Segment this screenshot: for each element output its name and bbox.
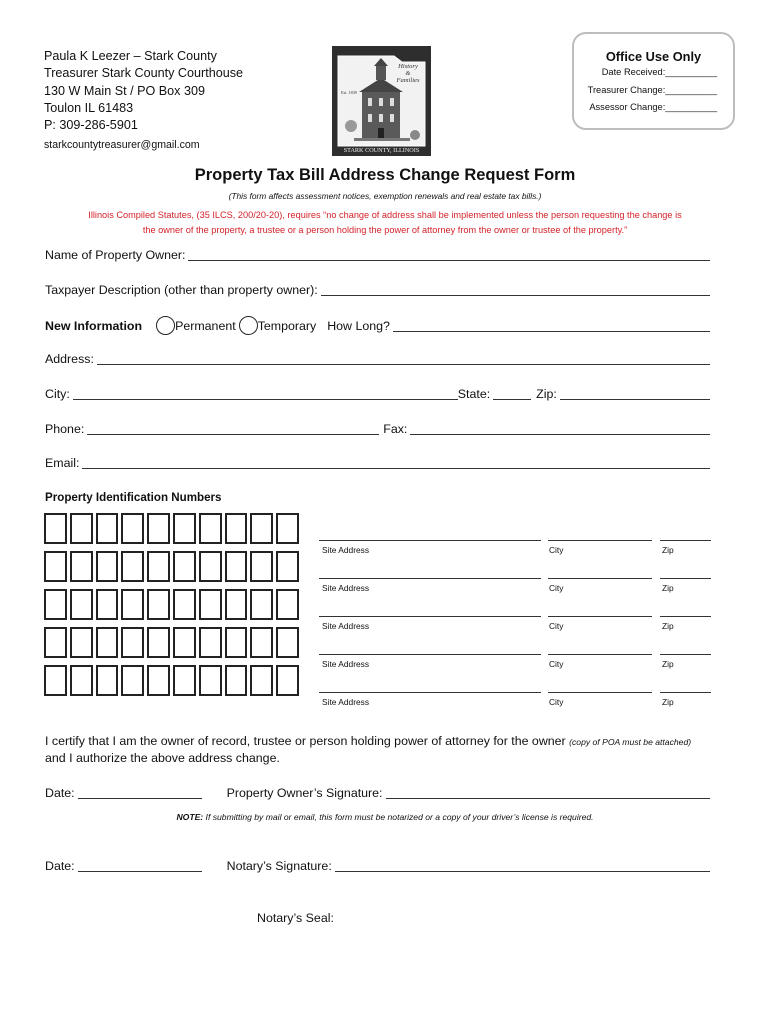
taxpayer-description-field[interactable] xyxy=(321,284,710,296)
pin-digit-box[interactable] xyxy=(70,513,93,544)
pin-input-row[interactable] xyxy=(44,513,302,544)
pin-digit-box[interactable] xyxy=(276,589,299,620)
city-label: City: xyxy=(45,387,70,401)
site-city-caption: City xyxy=(549,545,564,555)
site-address-caption: Site Address xyxy=(322,697,370,707)
statute-notice xyxy=(40,208,730,238)
pin-digit-box[interactable] xyxy=(70,627,93,658)
pin-digit-box[interactable] xyxy=(147,551,170,582)
certification-statement xyxy=(45,733,715,766)
site-city-field[interactable] xyxy=(548,654,652,655)
address-line: Paula K Leezer – Stark County xyxy=(44,49,217,63)
owner-signature-row xyxy=(45,786,710,800)
pin-digit-box[interactable] xyxy=(173,589,196,620)
pin-digit-box[interactable] xyxy=(147,627,170,658)
site-address-row xyxy=(319,540,711,570)
pin-digit-box[interactable] xyxy=(225,627,248,658)
pin-digit-box[interactable] xyxy=(276,551,299,582)
svg-text:Est. 1839: Est. 1839 xyxy=(341,90,357,95)
form-title: Property Tax Bill Address Change Request Form xyxy=(194,166,576,184)
pin-digit-box[interactable] xyxy=(44,665,67,696)
pin-digit-box[interactable] xyxy=(121,589,144,620)
notary-signature-field[interactable] xyxy=(335,860,710,872)
permanent-label: Permanent xyxy=(175,319,236,333)
pin-digit-box[interactable] xyxy=(199,513,222,544)
pin-digit-box[interactable] xyxy=(96,589,119,620)
pin-digit-box[interactable] xyxy=(250,551,273,582)
date-field[interactable] xyxy=(78,787,202,799)
pin-digit-box[interactable] xyxy=(44,627,67,658)
assessor-change-field: Assessor Change:__________ xyxy=(589,102,717,112)
phone-line: P: 309-286-5901 xyxy=(44,118,138,133)
fax-field[interactable] xyxy=(410,423,710,435)
phone-field[interactable] xyxy=(87,423,379,435)
pin-digit-box[interactable] xyxy=(70,665,93,696)
treasurer-change-field: Treasurer Change:__________ xyxy=(587,84,717,95)
pin-digit-box[interactable] xyxy=(121,551,144,582)
pin-digit-box[interactable] xyxy=(44,551,67,582)
form-subtitle: (This form affects assessment notices, exemption renewals and real estate tax bills.) xyxy=(228,191,542,201)
svg-text:STARK COUNTY, ILLINOIS: STARK COUNTY, ILLINOIS xyxy=(343,147,420,154)
notary-signature-row xyxy=(45,859,710,873)
city-state-zip-row xyxy=(45,387,710,401)
pin-digit-box[interactable] xyxy=(276,627,299,658)
pin-digit-box[interactable] xyxy=(199,627,222,658)
site-address-field[interactable] xyxy=(319,578,541,579)
zip-label: Zip: xyxy=(536,387,557,401)
state-field[interactable] xyxy=(493,388,531,400)
pin-digit-box[interactable] xyxy=(276,665,299,696)
pin-digit-box[interactable] xyxy=(44,589,67,620)
site-address-caption: Site Address xyxy=(322,583,370,593)
svg-text:History: History xyxy=(398,63,418,70)
site-zip-caption: Zip xyxy=(662,659,674,669)
site-address-field[interactable] xyxy=(319,692,541,693)
date-label: Date: xyxy=(45,786,75,800)
permanent-radio[interactable] xyxy=(156,316,175,335)
note-label: NOTE: xyxy=(176,812,204,822)
pin-digit-box[interactable] xyxy=(121,513,144,544)
pin-heading: Property Identification Numbers xyxy=(45,491,222,504)
treasurer-email: starkcountytreasurer@gmail.com xyxy=(44,139,200,152)
treasurer-address-block xyxy=(44,48,243,155)
pin-digit-box[interactable] xyxy=(250,665,273,696)
site-city-caption: City xyxy=(549,621,564,631)
pin-digit-box[interactable] xyxy=(121,665,144,696)
email-row xyxy=(45,456,710,470)
temporary-radio[interactable] xyxy=(239,316,258,335)
pin-digit-box[interactable] xyxy=(96,513,119,544)
site-zip-caption: Zip xyxy=(662,621,674,631)
pin-digit-box[interactable] xyxy=(173,665,196,696)
pin-digit-box[interactable] xyxy=(250,627,273,658)
site-zip-field[interactable] xyxy=(660,540,711,541)
site-address-field[interactable] xyxy=(319,616,541,617)
site-city-caption: City xyxy=(549,583,564,593)
address-line: Toulon IL 61483 xyxy=(44,100,134,115)
pin-digit-box[interactable] xyxy=(121,627,144,658)
email-label: Email: xyxy=(45,456,80,470)
site-address-field[interactable] xyxy=(319,540,541,541)
zip-field[interactable] xyxy=(560,388,710,400)
site-zip-caption: Zip xyxy=(662,583,674,593)
state-label: State: xyxy=(457,387,491,401)
how-long-field[interactable] xyxy=(393,320,710,332)
notarization-note xyxy=(0,812,770,822)
notary-signature-label: Notary’s Signature: xyxy=(226,859,332,873)
owner-name-label: Name of Property Owner: xyxy=(45,248,186,262)
svg-text:&: & xyxy=(405,70,411,77)
notary-seal-label: Notary’s Seal: xyxy=(257,911,334,925)
site-zip-field[interactable] xyxy=(660,692,711,693)
certification-text-end: and I authorize the above address change. xyxy=(45,751,280,765)
notary-date-field[interactable] xyxy=(78,860,202,872)
site-zip-caption: Zip xyxy=(662,697,674,707)
site-zip-caption: Zip xyxy=(662,545,674,555)
pin-digit-box[interactable] xyxy=(250,513,273,544)
pin-digit-box[interactable] xyxy=(96,627,119,658)
pin-input-row[interactable] xyxy=(44,551,302,582)
pin-digit-box[interactable] xyxy=(199,665,222,696)
address-line: 130 W Main St / PO Box 309 xyxy=(44,83,205,98)
site-zip-field[interactable] xyxy=(660,654,711,655)
pin-digit-box[interactable] xyxy=(96,665,119,696)
email-field[interactable] xyxy=(82,457,710,469)
pin-input-row[interactable] xyxy=(44,665,302,696)
owner-name-field[interactable] xyxy=(188,249,710,261)
site-address-row xyxy=(319,654,711,684)
certification-text: I certify that I am the owner of record, trustee or person holding power of attorney for the owner xyxy=(45,734,570,748)
owner-name-row xyxy=(45,248,710,262)
new-information-label: New Information xyxy=(45,319,143,333)
address-label: Address: xyxy=(45,352,94,366)
site-city-field[interactable] xyxy=(548,540,652,541)
pin-digit-box[interactable] xyxy=(276,513,299,544)
fax-label: Fax: xyxy=(383,422,408,436)
phone-label: Phone: xyxy=(45,422,85,436)
note-text: If submitting by mail or email, this form must be notarized or a copy of your driver’s license is required. xyxy=(203,812,594,822)
address-row xyxy=(45,352,710,366)
how-long-label: How Long? xyxy=(327,319,390,333)
temporary-label: Temporary xyxy=(257,319,317,333)
pin-digit-box[interactable] xyxy=(70,589,93,620)
site-address-field[interactable] xyxy=(319,654,541,655)
poa-note: (copy of POA must be attached) xyxy=(569,737,692,747)
statute-line: Illinois Compiled Statutes, (35 ILCS, 200/20-20), requires “no change of address shall be implemented unless the person requesting the change is xyxy=(88,210,682,220)
taxpayer-description-label: Taxpayer Description (other than property owner): xyxy=(45,283,318,297)
pin-digit-box[interactable] xyxy=(199,551,222,582)
pin-digit-box[interactable] xyxy=(225,589,248,620)
site-address-caption: Site Address xyxy=(322,659,370,669)
courthouse-illustration xyxy=(332,46,431,156)
pin-digit-box[interactable] xyxy=(225,551,248,582)
address-field[interactable] xyxy=(97,353,710,365)
svg-text:Families: Families xyxy=(396,77,420,84)
site-city-caption: City xyxy=(549,697,564,707)
pin-digit-box[interactable] xyxy=(147,589,170,620)
stark-county-logo xyxy=(332,46,431,156)
site-address-row xyxy=(319,616,711,646)
site-address-row xyxy=(319,578,711,608)
owner-signature-field[interactable] xyxy=(386,787,710,799)
pin-digit-box[interactable] xyxy=(147,665,170,696)
new-information-row xyxy=(45,314,710,333)
pin-digit-box[interactable] xyxy=(147,513,170,544)
notary-date-label: Date: xyxy=(45,859,75,873)
pin-digit-box[interactable] xyxy=(199,589,222,620)
site-address-row xyxy=(319,692,711,722)
pin-input-row[interactable] xyxy=(44,589,302,620)
phone-fax-row xyxy=(45,422,710,436)
site-address-caption: Site Address xyxy=(322,545,370,555)
office-use-title: Office Use Only xyxy=(605,49,702,64)
taxpayer-description-row xyxy=(45,283,710,297)
site-zip-field[interactable] xyxy=(660,616,711,617)
pin-input-row[interactable] xyxy=(44,627,302,658)
pin-digit-box[interactable] xyxy=(225,513,248,544)
site-city-field[interactable] xyxy=(548,578,652,579)
statute-line: the owner of the property, a trustee or a person holding the power of attorney from the owner or trustee of the property.” xyxy=(142,225,628,235)
pin-digit-box[interactable] xyxy=(250,589,273,620)
pin-digit-box[interactable] xyxy=(173,551,196,582)
pin-digit-box[interactable] xyxy=(225,665,248,696)
pin-digit-box[interactable] xyxy=(70,551,93,582)
site-address-caption: Site Address xyxy=(322,621,370,631)
pin-digit-box[interactable] xyxy=(173,627,196,658)
address-line: Treasurer Stark County Courthouse xyxy=(44,66,244,81)
pin-digit-box[interactable] xyxy=(96,551,119,582)
owner-signature-label: Property Owner’s Signature: xyxy=(226,786,383,800)
pin-digit-box[interactable] xyxy=(173,513,196,544)
site-city-field[interactable] xyxy=(548,692,652,693)
office-use-box xyxy=(572,32,735,130)
site-city-field[interactable] xyxy=(548,616,652,617)
pin-digit-box[interactable] xyxy=(44,513,67,544)
date-received-field: Date Received:__________ xyxy=(601,67,717,77)
city-field[interactable] xyxy=(73,388,458,400)
site-city-caption: City xyxy=(549,659,564,669)
site-zip-field[interactable] xyxy=(660,578,711,579)
